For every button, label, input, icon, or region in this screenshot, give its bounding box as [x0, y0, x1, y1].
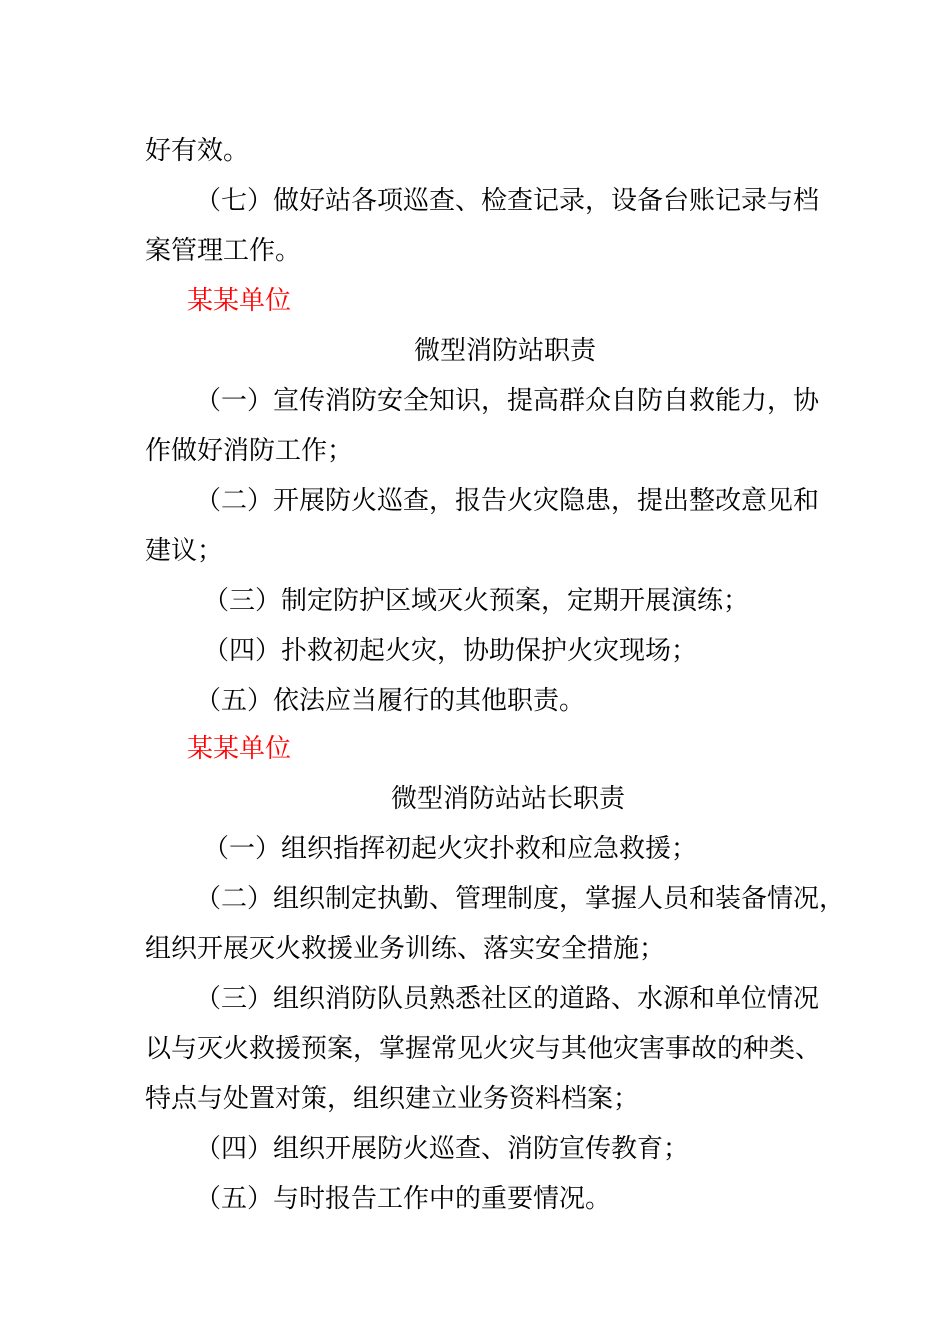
text-line: （四）扑救初起火灾，协助保护火灾现场；	[203, 636, 698, 666]
text-line: 案管理工作。	[145, 236, 302, 266]
unit-name-label: 某某单位	[187, 734, 292, 764]
text-line: （一）宣传消防安全知识，提高群众自防自救能力，协	[195, 386, 820, 416]
text-line: （五）与时报告工作中的重要情况。	[195, 1184, 612, 1214]
text-line: （三）组织消防队员熟悉社区的道路、水源和单位情况	[195, 984, 820, 1014]
text-line: （二）组织制定执勤、管理制度，掌握人员和装备情况，	[195, 884, 846, 914]
unit-name-label: 某某单位	[187, 286, 292, 316]
text-line: （七）做好站各项巡查、检查记录，设备台账记录与档	[195, 186, 820, 216]
text-line: （二）开展防火巡查，报告火灾隐患，提出整改意见和	[195, 486, 820, 516]
text-line: 特点与处置对策，组织建立业务资料档案；	[145, 1084, 640, 1114]
text-line: 作做好消防工作；	[145, 436, 354, 466]
text-line: （三）制定防护区域灭火预案，定期开展演练；	[203, 586, 750, 616]
text-line: 以与灭火救援预案，掌握常见火灾与其他灾害事故的种类、	[145, 1034, 822, 1064]
section-title: 微型消防站站长职责	[391, 784, 626, 814]
section-title: 微型消防站职责	[414, 336, 597, 366]
text-line: （五）依法应当履行的其他职责。	[195, 686, 586, 716]
text-line: 好有效。	[145, 136, 250, 166]
text-line: （一）组织指挥初起火灾扑救和应急救援；	[203, 834, 698, 864]
text-line: 建议；	[145, 536, 224, 566]
text-line: （四）组织开展防火巡查、消防宣传教育；	[195, 1134, 690, 1164]
text-line: 组织开展灭火救援业务训练、落实安全措施；	[145, 934, 666, 964]
